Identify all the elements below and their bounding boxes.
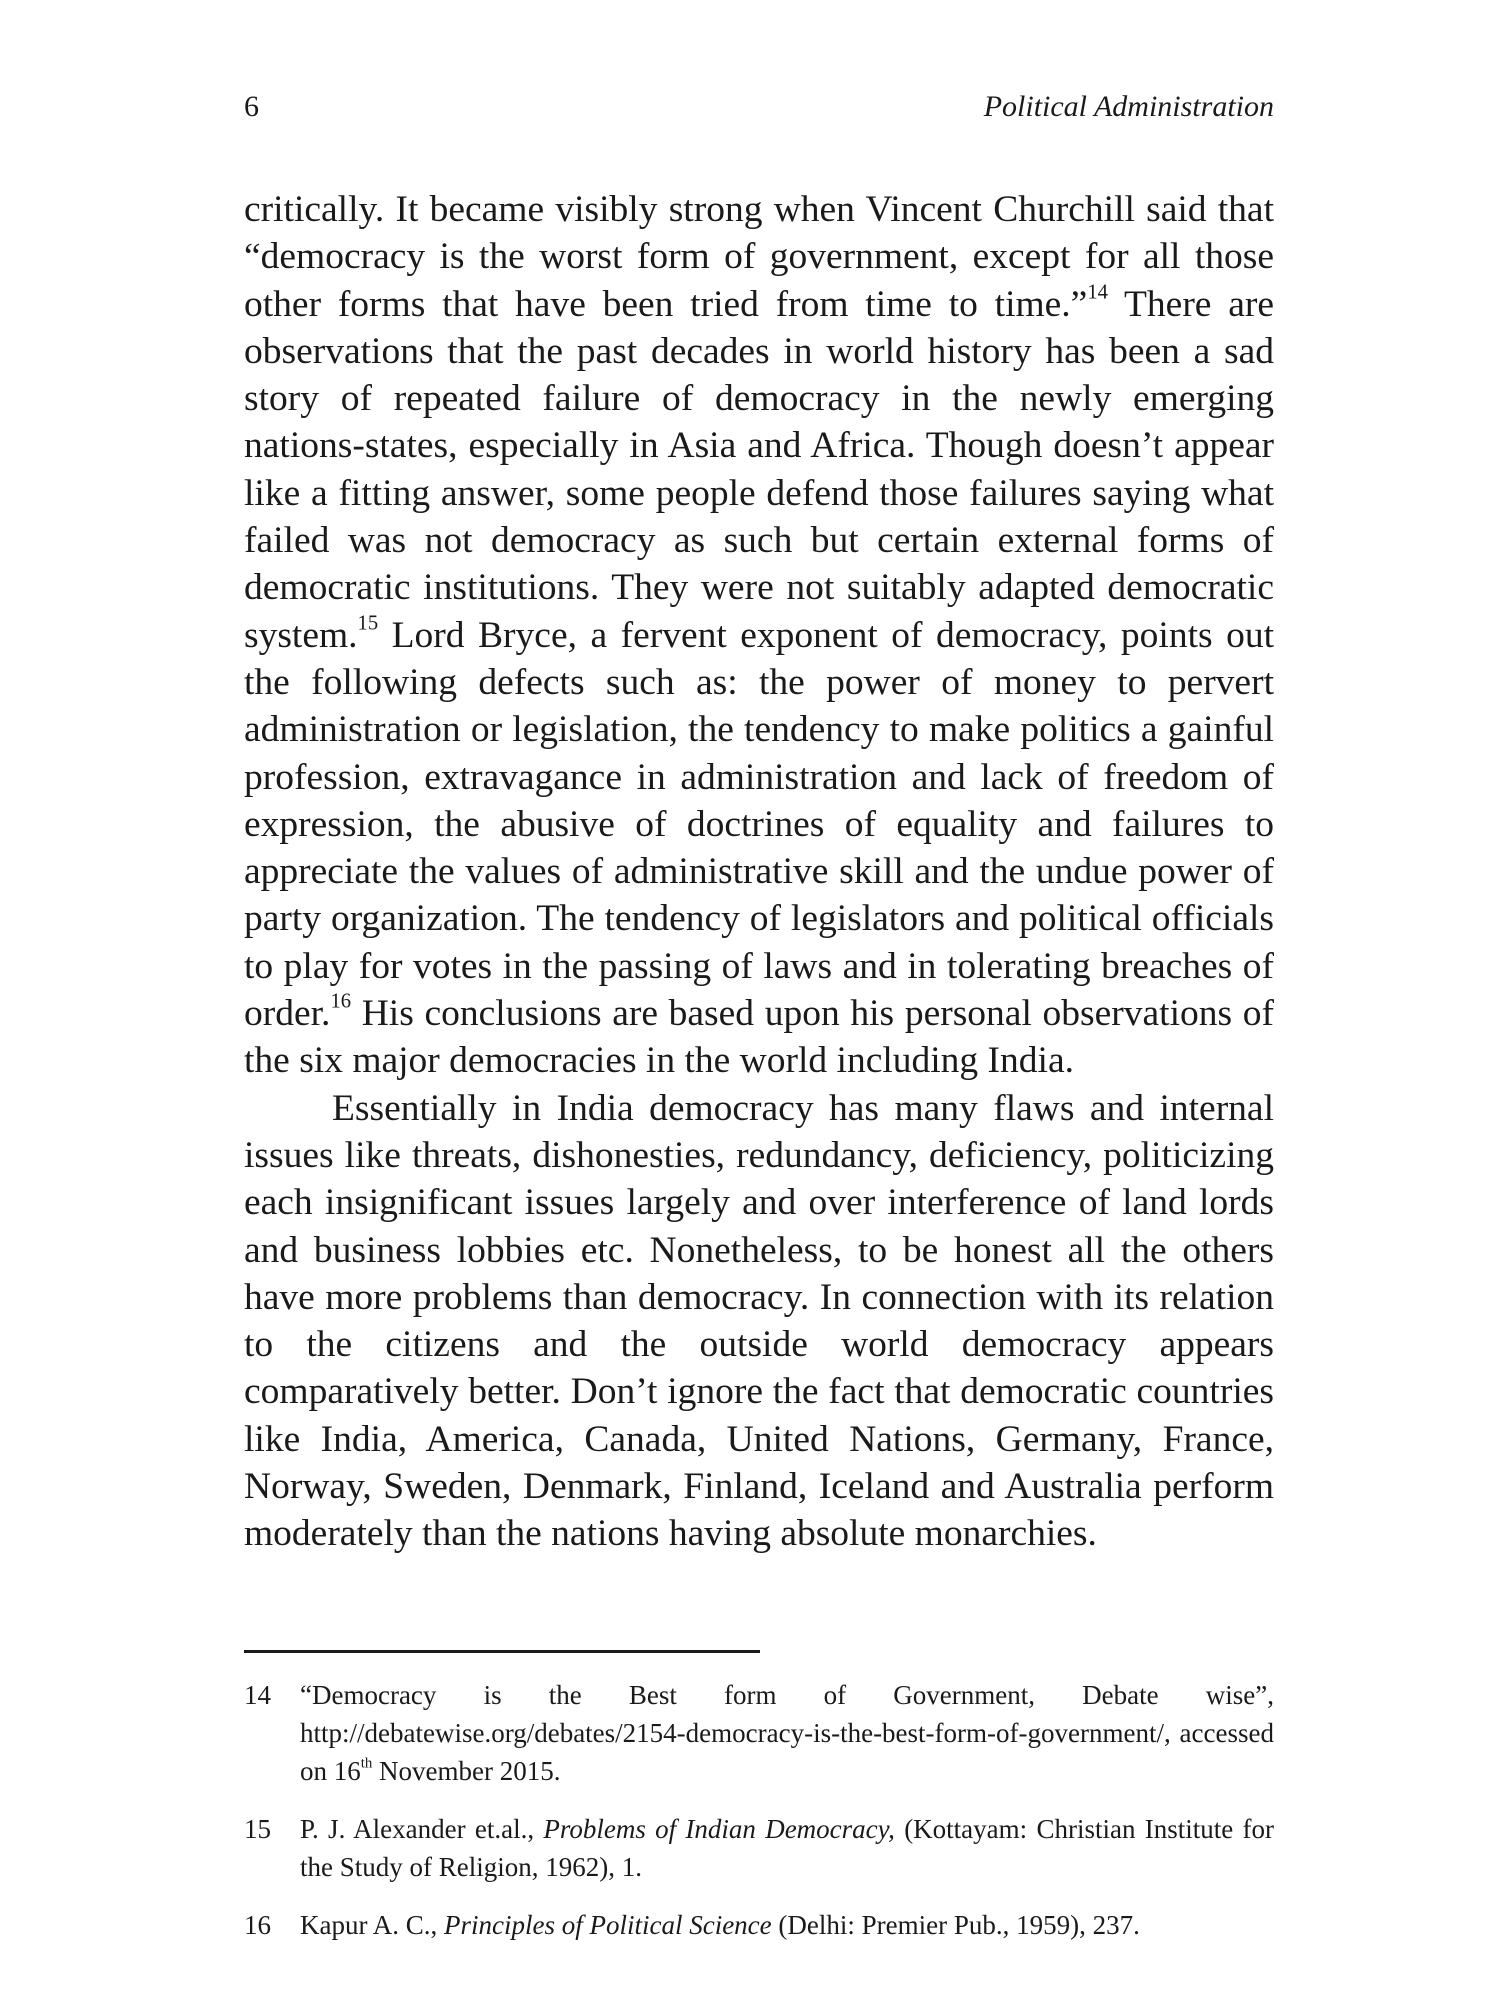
footnote-book-title: Principles of Political Science: [444, 1910, 772, 1940]
footnote-divider: [244, 1650, 760, 1653]
body-text: [244, 186, 1274, 1558]
footnote-number: 15: [244, 1814, 271, 1844]
paragraph-1-text-c: Lord Bryce, a fervent exponent of democracy, points out the following defects such as: the power of money to pervert administration or legislation, the tendency to make politics a gainful profession, extravagance in administration and lack of freedom of expression, the abusive of doctrines of equality and failures to appreciate the values of administrative skill and the undue power of party organization. The tendency of legislators and political officials to play for votes in the passing of laws and in tolerating breaches of order.: [244, 614, 1274, 1035]
paragraph-1-text-a: critically. It became visibly strong when Vincent Churchill said that “democracy is the worst form of government, except for all those other forms that have been tried from time to time.”: [244, 189, 1274, 325]
footnote-ref-16: 16: [330, 990, 352, 1013]
footnote-16: [244, 1906, 1274, 1944]
footnote-book-title: Problems of Indian Democracy,: [543, 1814, 895, 1844]
paragraph-1-text-d: His conclusions are based upon his personal observations of the six major democracies in the world including India.: [244, 993, 1274, 1082]
footnote-text: “Democracy is the Best form of Government, Debate wise”, http://debatewise.org/debates/2154-democracy-is-the-best-form-of-government/, accessed on 16: [300, 1680, 1274, 1786]
paragraph-2: Essentially in India democracy has many flaws and internal issues like threats, dishonesties, redundancy, deficiency, politicizing each insignificant issues largely and over interference of land lords and business lobbies etc. Nonetheless, to be honest all the others have more problems than democracy. In connection with its relation to the citizens and the outside world democracy appears comparatively better. Don’t ignore the fact that democratic countries like India, America, Canada, United Nations, Germany, France, Norway, Sweden, Denmark, Finland, Iceland and Australia perform moderately than the nations having absolute monarchies.: [244, 1087, 1274, 1555]
footnote-15: [244, 1810, 1274, 1886]
page-number: 6: [244, 90, 259, 123]
footnote-number: 14: [244, 1680, 271, 1710]
footnote-ref-15: 15: [357, 612, 379, 635]
running-title: Political Administration: [983, 90, 1274, 123]
footnote-text: P. J. Alexander et.al.,: [300, 1814, 544, 1844]
footnote-text-end: November 2015.: [372, 1756, 561, 1786]
paragraph-1-text-b: There are observations that the past decades in world history has been a sad story of repeated failure of democracy in the newly emerging nations-states, especially in Asia and Africa. Though doesn’t appear like a fitting answer, some people defend those failures saying what failed was not democracy as such but certain external forms of democratic institutions. They were not suitably adapted democratic system.: [244, 283, 1274, 656]
paragraph-1: [244, 186, 1274, 1085]
footnote-text: Kapur A. C.,: [300, 1910, 444, 1940]
footnote-superscript: th: [360, 1755, 373, 1772]
footnote-14: [244, 1676, 1274, 1790]
footnote-text-end: (Delhi: Premier Pub., 1959), 237.: [771, 1910, 1140, 1940]
footnote-number: 16: [244, 1910, 271, 1940]
footnote-ref-14: 14: [1087, 281, 1108, 304]
footnotes: [244, 1676, 1274, 1964]
page-header: [244, 90, 1274, 130]
footnote-text-end: (Kottayam: Christian Institute for the Study of Religion, 1962), 1.: [300, 1814, 1274, 1882]
